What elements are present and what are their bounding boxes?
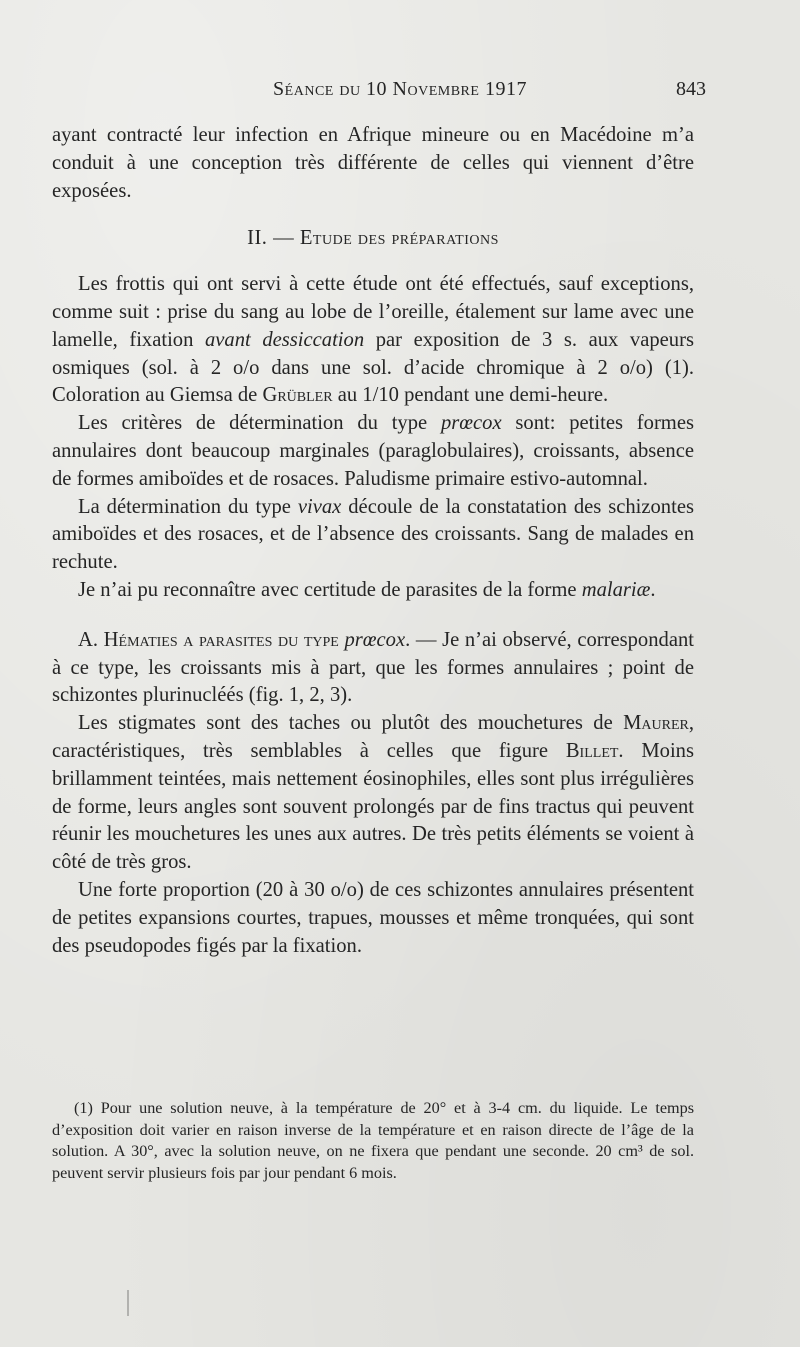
text-run: , caractéristiques, très semblables à celles que figure — [52, 712, 694, 762]
text-run: découle de la constatation des schizontes amiboïdes et des rosaces, et de l’absence des croissants. Sang de malades en rechute. — [52, 495, 694, 574]
text-run: Je n’ai pu reconnaître avec certitude de parasites de la forme — [78, 578, 582, 601]
paragraph-praecox-criteria — [52, 410, 694, 493]
scan-artifact — [127, 1290, 129, 1316]
text-run: A. — [78, 628, 104, 651]
paragraph-stigmates — [52, 710, 694, 877]
section-title: II. — Etude des préparations — [247, 227, 499, 250]
italic-term: malariæ — [581, 578, 651, 601]
page-header — [0, 74, 800, 104]
italic-term: vivax — [297, 495, 342, 518]
text-run: Les stigmates sont des taches ou plutôt des mouchetures de — [78, 712, 624, 735]
paragraph-subsection-a — [52, 627, 694, 710]
italic-term: prœcox — [440, 412, 502, 435]
italic-term: prœcox — [344, 628, 406, 651]
page-number: 843 — [676, 78, 706, 100]
text-run: Les frottis qui ont servi à cette étude ont été effectués, sauf exceptions, comme suit : prise du sang au lobe de l’oreille, étalement sur lame avec une lamelle, fixation — [52, 273, 694, 351]
paragraph-continuation: ayant contracté leur infection en Afrique mineure ou en Macédoine m’a conduit à une conception très différente de celles qui viennent d’être exposées. — [52, 124, 694, 202]
author-name: Grübler — [262, 384, 333, 407]
text-run: Les critères de détermination du type — [78, 412, 441, 435]
running-head: Séance du 10 Novembre 1917 — [273, 78, 527, 100]
paragraph-gap — [52, 605, 694, 627]
footnote-text: (1) Pour une solution neuve, à la température de 20° et à 3-4 cm. du liquide. Le temps d’exposition doit varier en raison inverse de la température et en raison directe de l’âge de la solution. A 30°, avec la solution neuve, on ne fixera que pendant une seconde. 20 cm³ de sol. peuvent servir plusieurs fois par jour pendant 6 mois. — [52, 1099, 694, 1183]
text-run: par exposition de 3 s. aux vapeurs osmiques (sol. à 2 o/o dans une sol. d’acide chromique à 2 o/o) (1). Coloration au Giemsa de — [52, 328, 694, 407]
author-name: Maurer — [623, 712, 689, 735]
paragraph-methods — [52, 271, 694, 410]
text-run: sont: petites formes annulaires dont beaucoup marginales (paraglobulaires), croissants, absence de formes amiboïdes et de rosaces. Paludisme primaire estivo-automnal. — [52, 412, 694, 490]
text-run: . — Je n’ai observé, correspondant à ce type, les croissants mis à part, que les formes annulaires ; point de schizontes plurinucléés (fig. 1, 2, 3). — [52, 628, 694, 707]
text-run: . Moins brillamment teintées, mais nettement éosinophiles, elles sont plus irrégulières de forme, leurs angles sont souvent prolongés par de fins tractus qui peuvent réunir les mouchetures les unes aux autres. De très petits éléments se voient à côté de très gros. — [52, 739, 694, 874]
subsection-heading: Hématies a parasites du type — [103, 628, 339, 651]
footnote — [52, 1098, 694, 1185]
text-run: au 1/10 pendant une demi-heure. — [332, 384, 609, 407]
author-name: Billet — [565, 739, 619, 762]
italic-term: avant dessiccation — [204, 328, 365, 351]
text-run: La détermination du type — [78, 495, 298, 518]
body-text — [52, 122, 694, 960]
paragraph-vivax-criteria — [52, 494, 694, 577]
text-run: . — [650, 578, 656, 601]
paragraph-proportion: Une forte proportion (20 à 30 o/o) de ces schizontes annulaires présentent de petites expansions courtes, trapues, mousses et même tronquées, qui sont des pseudopodes figés par la fixation. — [52, 878, 694, 957]
paragraph-malariae — [52, 577, 694, 605]
